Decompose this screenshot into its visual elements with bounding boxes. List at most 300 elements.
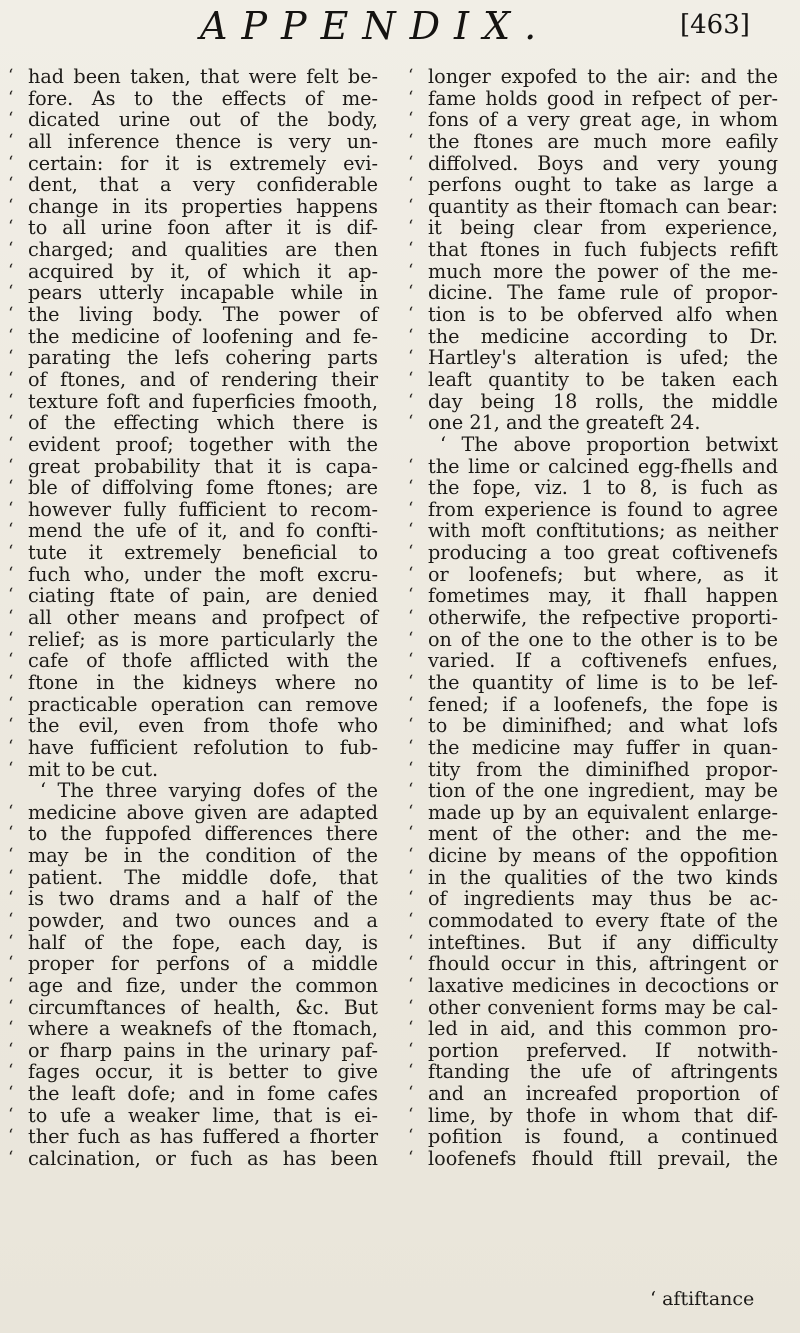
line-text: the leaft dofe; and in fome cafes xyxy=(28,1082,378,1106)
quotation-mark: ‘ xyxy=(408,87,414,108)
line-text: tion of the one ingredient, may be xyxy=(428,779,778,803)
line-text: the fope, viz. 1 to 8, is fuch as xyxy=(428,476,778,500)
text-line xyxy=(8,694,378,716)
line-text: producing a too great coftivenefs xyxy=(428,541,778,565)
quotation-mark: ‘ xyxy=(408,498,414,519)
line-text: parating the lefs cohering parts xyxy=(28,346,378,370)
quotation-mark: ‘ xyxy=(8,412,14,433)
quotation-mark: ‘ xyxy=(8,693,14,714)
text-line xyxy=(408,585,778,607)
text-line xyxy=(408,737,778,759)
quotation-mark: ‘ xyxy=(8,1126,14,1147)
quotation-mark: ‘ xyxy=(8,650,14,671)
line-text: have fufficient refolution to fub- xyxy=(28,735,378,759)
line-text: tity from the diminifhed propor- xyxy=(428,757,778,781)
line-text: dent, that a very confiderable xyxy=(28,173,378,197)
text-line xyxy=(8,196,378,218)
quotation-mark: ‘ xyxy=(8,845,14,866)
line-text: otherwife, the refpective proporti- xyxy=(428,606,778,630)
quotation-mark: ‘ xyxy=(408,174,414,195)
text-line xyxy=(408,477,778,499)
text-line xyxy=(8,932,378,954)
quotation-mark: ‘ xyxy=(408,109,414,130)
line-text: the ftones are much more eafily xyxy=(428,129,778,153)
line-text: charged; and qualities are then xyxy=(28,238,378,262)
text-line xyxy=(8,845,378,867)
right-text-column xyxy=(408,66,778,1170)
line-text: made up by an equivalent enlarge- xyxy=(428,800,778,824)
line-text: Hartley's alteration is ufed; the xyxy=(428,346,778,370)
line-text: however fully fufficient to recom- xyxy=(28,497,378,521)
line-text: patient. The middle dofe, that xyxy=(28,865,378,889)
text-line xyxy=(8,477,378,499)
text-line xyxy=(8,456,378,478)
text-line xyxy=(408,239,778,261)
line-text: circumftances of health, &c. But xyxy=(28,995,378,1019)
text-line xyxy=(8,737,378,759)
line-text: calcination, or fuch as has been xyxy=(28,1147,378,1171)
line-text: loofenefs fhould ftill prevail, the xyxy=(428,1147,778,1171)
text-line xyxy=(408,607,778,629)
text-line xyxy=(408,542,778,564)
line-text: practicable operation can remove xyxy=(28,692,378,716)
text-line xyxy=(408,88,778,110)
line-text: evident proof; together with the xyxy=(28,432,378,456)
line-text: may be in the condition of the xyxy=(28,844,378,868)
quotation-mark: ‘ xyxy=(8,347,14,368)
quotation-mark: ‘ xyxy=(8,801,14,822)
line-text: to all urine foon after it is dif- xyxy=(28,216,378,240)
quotation-mark: ‘ xyxy=(408,671,414,692)
quotation-mark: ‘ xyxy=(408,780,414,801)
text-line xyxy=(408,66,778,88)
quotation-mark: ‘ xyxy=(408,866,414,887)
text-line xyxy=(8,759,378,781)
quotation-mark: ‘ xyxy=(408,650,414,671)
quotation-mark: ‘ xyxy=(408,801,414,822)
line-text: of ftones, and of rendering their xyxy=(28,367,378,391)
line-text: tion is to be obferved alfo when xyxy=(428,303,778,327)
text-line xyxy=(408,304,778,326)
text-line xyxy=(408,953,778,975)
line-text: where a weaknefs of the ftomach, xyxy=(28,1017,378,1041)
quotation-mark: ‘ xyxy=(408,477,414,498)
quotation-mark: ‘ xyxy=(8,823,14,844)
line-text: pofition is found, a continued xyxy=(428,1125,778,1149)
line-text: cafe of thofe afflicted with the xyxy=(28,649,378,673)
text-line xyxy=(8,564,378,586)
quotation-mark: ‘ xyxy=(8,931,14,952)
line-text: the evil, even from thofe who xyxy=(28,714,378,738)
line-text: the medicine according to Dr. xyxy=(428,324,778,348)
line-text: the quantity of lime is to be lef- xyxy=(428,670,778,694)
text-line xyxy=(8,1083,378,1105)
quotation-mark: ‘ xyxy=(8,563,14,584)
text-line xyxy=(408,564,778,586)
line-text: portion preferved. If notwith- xyxy=(428,1038,778,1062)
text-line xyxy=(8,326,378,348)
quotation-mark: ‘ xyxy=(8,498,14,519)
running-title: APPENDIX. xyxy=(200,4,551,48)
line-text: of the effecting which there is xyxy=(28,411,378,435)
text-line xyxy=(8,1040,378,1062)
quotation-mark: ‘ xyxy=(8,109,14,130)
line-text: half of the fope, each day, is xyxy=(28,930,378,954)
quotation-mark: ‘ xyxy=(8,87,14,108)
quotation-mark: ‘ xyxy=(408,66,414,86)
line-text: one 21, and the greateft 24. xyxy=(428,411,701,435)
text-line xyxy=(8,153,378,175)
quotation-mark: ‘ xyxy=(8,1039,14,1060)
quotation-mark: ‘ xyxy=(408,974,414,995)
text-line xyxy=(8,715,378,737)
text-line xyxy=(408,520,778,542)
quotation-mark: ‘ xyxy=(8,1018,14,1039)
line-text: great probability that it is capa- xyxy=(28,454,378,478)
text-line xyxy=(8,217,378,239)
line-text: with moft conftitutions; as neither xyxy=(428,519,778,543)
quotation-mark: ‘ xyxy=(8,1061,14,1082)
text-line xyxy=(408,456,778,478)
quotation-mark: ‘ xyxy=(8,304,14,325)
text-line xyxy=(408,499,778,521)
text-line xyxy=(8,174,378,196)
text-line xyxy=(408,109,778,131)
quotation-mark: ‘ xyxy=(408,909,414,930)
quotation-mark: ‘ xyxy=(8,996,14,1017)
line-text: the lime or calcined egg-fhells and xyxy=(428,454,778,478)
line-text: from experience is found to agree xyxy=(428,497,778,521)
line-text: of ingredients may thus be ac- xyxy=(428,887,778,911)
text-line xyxy=(408,759,778,781)
line-text: ciating ftate of pain, are denied xyxy=(28,584,378,608)
quotation-mark: ‘ xyxy=(8,974,14,995)
line-text: ftanding the ufe of aftringents xyxy=(428,1060,778,1084)
quotation-mark: ‘ xyxy=(408,953,414,974)
line-text: fages occur, it is better to give xyxy=(28,1060,378,1084)
quotation-mark: ‘ xyxy=(408,888,414,909)
line-text: fons of a very great age, in whom xyxy=(428,108,778,132)
text-line xyxy=(408,1040,778,1062)
line-text: powder, and two ounces and a xyxy=(28,908,378,932)
text-line xyxy=(8,412,378,434)
text-line xyxy=(8,997,378,1019)
quotation-mark: ‘ xyxy=(8,520,14,541)
line-text: pears utterly incapable while in xyxy=(28,281,378,305)
text-line xyxy=(8,239,378,261)
line-text: fame holds good in refpect of per- xyxy=(428,86,778,110)
page-number: [463] xyxy=(680,10,750,40)
line-text: varied. If a coftivenefs enfues, xyxy=(428,649,778,673)
text-line xyxy=(408,975,778,997)
line-text: leaft quantity to be taken each xyxy=(428,367,778,391)
quotation-mark: ‘ xyxy=(408,1061,414,1082)
quotation-mark: ‘ xyxy=(408,304,414,325)
quotation-mark: ‘ xyxy=(408,607,414,628)
text-line xyxy=(8,520,378,542)
quotation-mark: ‘ xyxy=(408,130,414,151)
quotation-mark: ‘ xyxy=(8,195,14,216)
quotation-mark: ‘ xyxy=(8,66,14,86)
quotation-mark: ‘ xyxy=(8,953,14,974)
line-text: ble of diffolving fome ftones; are xyxy=(28,476,378,500)
text-line xyxy=(8,823,378,845)
line-text: acquired by it, of which it ap- xyxy=(28,259,378,283)
text-line xyxy=(408,391,778,413)
text-line xyxy=(8,434,378,456)
text-line xyxy=(8,131,378,153)
quotation-mark: ‘ xyxy=(408,152,414,173)
quotation-mark: ‘ xyxy=(8,607,14,628)
quotation-mark: ‘ xyxy=(8,433,14,454)
text-line xyxy=(408,347,778,369)
line-text: that ftones in fuch fubjects refift xyxy=(428,238,778,262)
quotation-mark: ‘ xyxy=(408,217,414,238)
line-text: medicine above given are adapted xyxy=(28,800,378,824)
quotation-mark: ‘ xyxy=(408,239,414,260)
text-line xyxy=(8,1105,378,1127)
text-line xyxy=(8,910,378,932)
text-line xyxy=(408,802,778,824)
quotation-mark: ‘ xyxy=(408,368,414,389)
quotation-mark: ‘ xyxy=(408,260,414,281)
quotation-mark: ‘ xyxy=(8,174,14,195)
quotation-mark: ‘ xyxy=(408,1039,414,1060)
quotation-mark: ‘ xyxy=(8,628,14,649)
quotation-mark: ‘ xyxy=(408,282,414,303)
text-line xyxy=(408,196,778,218)
text-line xyxy=(8,802,378,824)
line-text: it being clear from experience, xyxy=(428,216,778,240)
quotation-mark: ‘ xyxy=(8,1104,14,1125)
line-text: lime, by thofe in whom that dif- xyxy=(428,1103,778,1127)
line-text: texture foft and fuperficies fmooth, xyxy=(28,389,378,413)
quotation-mark: ‘ xyxy=(8,152,14,173)
quotation-mark: ‘ xyxy=(408,347,414,368)
line-text: is two drams and a half of the xyxy=(28,887,378,911)
line-text: change in its properties happens xyxy=(28,194,378,218)
quotation-mark: ‘ xyxy=(8,585,14,606)
text-line xyxy=(408,629,778,651)
text-line xyxy=(408,412,778,434)
line-text: fuch who, under the moft excru- xyxy=(28,562,378,586)
text-line xyxy=(408,217,778,239)
quotation-mark: ‘ xyxy=(8,217,14,238)
line-text: on of the one to the other is to be xyxy=(428,627,778,651)
quotation-mark: ‘ xyxy=(408,931,414,952)
line-text: the medicine of loofening and fe- xyxy=(28,324,378,348)
line-text: all inference thence is very un- xyxy=(28,129,378,153)
text-line xyxy=(8,391,378,413)
line-text: ftone in the kidneys where no xyxy=(28,670,378,694)
text-line xyxy=(8,542,378,564)
text-line xyxy=(408,867,778,889)
line-text: proper for perfons of a middle xyxy=(28,952,378,976)
line-text: much more the power of the me- xyxy=(428,259,778,283)
text-line xyxy=(408,823,778,845)
line-text: mend the ufe of it, and fo confti- xyxy=(28,519,378,543)
line-text: all other means and profpect of xyxy=(28,606,378,630)
quotation-mark: ‘ xyxy=(408,195,414,216)
quotation-mark: ‘ xyxy=(408,736,414,757)
text-line xyxy=(8,953,378,975)
quotation-mark: ‘ xyxy=(408,1104,414,1125)
quotation-mark: ‘ xyxy=(8,671,14,692)
text-line xyxy=(408,261,778,283)
line-text: ‘ The above proportion betwixt xyxy=(440,432,778,456)
quotation-mark: ‘ xyxy=(8,542,14,563)
line-text: or loofenefs; but where, as it xyxy=(428,562,778,586)
text-line xyxy=(408,694,778,716)
quotation-mark: ‘ xyxy=(8,368,14,389)
quotation-mark: ‘ xyxy=(408,520,414,541)
quotation-mark: ‘ xyxy=(8,260,14,281)
quotation-mark: ‘ xyxy=(8,390,14,411)
quotation-mark: ‘ xyxy=(408,542,414,563)
line-text: to the fuppofed differences there xyxy=(28,822,378,846)
text-line xyxy=(408,1105,778,1127)
line-text: day being 18 rolls, the middle xyxy=(428,389,778,413)
text-line xyxy=(408,174,778,196)
text-line xyxy=(408,369,778,391)
text-line xyxy=(8,369,378,391)
quotation-mark: ‘ xyxy=(408,412,414,433)
quotation-mark: ‘ xyxy=(408,1148,414,1169)
text-line xyxy=(8,347,378,369)
line-text: had been taken, that were felt be- xyxy=(28,65,378,88)
text-line xyxy=(408,888,778,910)
text-line xyxy=(408,672,778,694)
line-text: inteftines. But if any difficulty xyxy=(428,930,778,954)
quotation-mark: ‘ xyxy=(408,325,414,346)
text-line xyxy=(8,88,378,110)
quotation-mark: ‘ xyxy=(8,282,14,303)
line-text: dicine. The fame rule of propor- xyxy=(428,281,778,305)
line-text: laxative medicines in decoctions or xyxy=(428,973,778,997)
quotation-mark: ‘ xyxy=(8,909,14,930)
line-text: fore. As to the effects of me- xyxy=(28,86,378,110)
text-line xyxy=(408,780,778,802)
line-text: commodated to every ftate of the xyxy=(428,908,778,932)
quotation-mark: ‘ xyxy=(8,477,14,498)
line-text: diffolved. Boys and very young xyxy=(428,151,778,175)
text-line xyxy=(8,585,378,607)
text-line xyxy=(8,499,378,521)
text-line xyxy=(8,304,378,326)
quotation-mark: ‘ xyxy=(408,1018,414,1039)
line-text: ‘ The three varying dofes of the xyxy=(40,779,378,803)
quotation-mark: ‘ xyxy=(408,390,414,411)
line-text: or fharp pains in the urinary paf- xyxy=(28,1038,378,1062)
text-line xyxy=(8,261,378,283)
line-text: certain: for it is extremely evi- xyxy=(28,151,378,175)
quotation-mark: ‘ xyxy=(8,130,14,151)
text-line xyxy=(408,1148,778,1170)
quotation-mark: ‘ xyxy=(8,736,14,757)
text-line xyxy=(8,650,378,672)
text-line xyxy=(408,715,778,737)
text-line xyxy=(8,780,378,802)
quotation-mark: ‘ xyxy=(8,455,14,476)
line-text: and an increafed proportion of xyxy=(428,1082,778,1106)
text-line xyxy=(8,282,378,304)
text-line xyxy=(8,867,378,889)
line-text: longer expofed to the air: and the xyxy=(428,65,778,88)
line-text: ment of the other: and the me- xyxy=(428,822,778,846)
text-line xyxy=(408,1061,778,1083)
quotation-mark: ‘ xyxy=(408,628,414,649)
text-line xyxy=(408,997,778,1019)
quotation-mark: ‘ xyxy=(408,823,414,844)
line-text: the living body. The power of xyxy=(28,303,378,327)
text-line xyxy=(408,932,778,954)
text-line xyxy=(408,282,778,304)
text-line xyxy=(408,845,778,867)
quotation-mark: ‘ xyxy=(408,585,414,606)
text-line xyxy=(8,975,378,997)
line-text: to ufe a weaker lime, that is ei- xyxy=(28,1103,378,1127)
line-text: led in aid, and this common pro- xyxy=(428,1017,778,1041)
text-line xyxy=(8,1126,378,1148)
text-line xyxy=(408,910,778,932)
text-line xyxy=(8,672,378,694)
quotation-mark: ‘ xyxy=(408,693,414,714)
line-text: dicine by means of the oppofition xyxy=(428,844,778,868)
quotation-mark: ‘ xyxy=(408,1126,414,1147)
catchword: ‘ aftiftance xyxy=(650,1288,755,1310)
line-text: perfons ought to take as large a xyxy=(428,173,778,197)
line-text: fhould occur in this, aftringent or xyxy=(428,952,778,976)
text-line xyxy=(8,66,378,88)
line-text: in the qualities of the two kinds xyxy=(428,865,778,889)
text-line xyxy=(8,1148,378,1170)
text-line xyxy=(408,326,778,348)
text-line xyxy=(408,131,778,153)
quotation-mark: ‘ xyxy=(8,888,14,909)
line-text: age and fize, under the common xyxy=(28,973,378,997)
quotation-mark: ‘ xyxy=(408,758,414,779)
quotation-mark: ‘ xyxy=(408,996,414,1017)
text-line xyxy=(408,153,778,175)
line-text: other convenient forms may be cal- xyxy=(428,995,778,1019)
quotation-mark: ‘ xyxy=(8,866,14,887)
text-line xyxy=(408,650,778,672)
line-text: the medicine may fuffer in quan- xyxy=(428,735,778,759)
text-line xyxy=(8,1061,378,1083)
left-text-column xyxy=(8,66,378,1170)
quotation-mark: ‘ xyxy=(8,1083,14,1104)
text-line xyxy=(8,629,378,651)
text-line xyxy=(8,888,378,910)
quotation-mark: ‘ xyxy=(408,563,414,584)
quotation-mark: ‘ xyxy=(8,325,14,346)
line-text: fened; if a loofenefs, the fope is xyxy=(428,692,778,716)
quotation-mark: ‘ xyxy=(8,715,14,736)
line-text: tute it extremely beneficial to xyxy=(28,541,378,565)
text-line xyxy=(8,607,378,629)
quotation-mark: ‘ xyxy=(408,715,414,736)
line-text: dicated urine out of the body, xyxy=(28,108,378,132)
quotation-mark: ‘ xyxy=(8,758,14,779)
quotation-mark: ‘ xyxy=(8,239,14,260)
quotation-mark: ‘ xyxy=(408,455,414,476)
text-line xyxy=(8,109,378,131)
line-text: fometimes may, it fhall happen xyxy=(428,584,778,608)
quotation-mark: ‘ xyxy=(8,1148,14,1169)
line-text: relief; as is more particularly the xyxy=(28,627,378,651)
quotation-mark: ‘ xyxy=(408,1083,414,1104)
line-text: mit to be cut. xyxy=(28,757,159,781)
